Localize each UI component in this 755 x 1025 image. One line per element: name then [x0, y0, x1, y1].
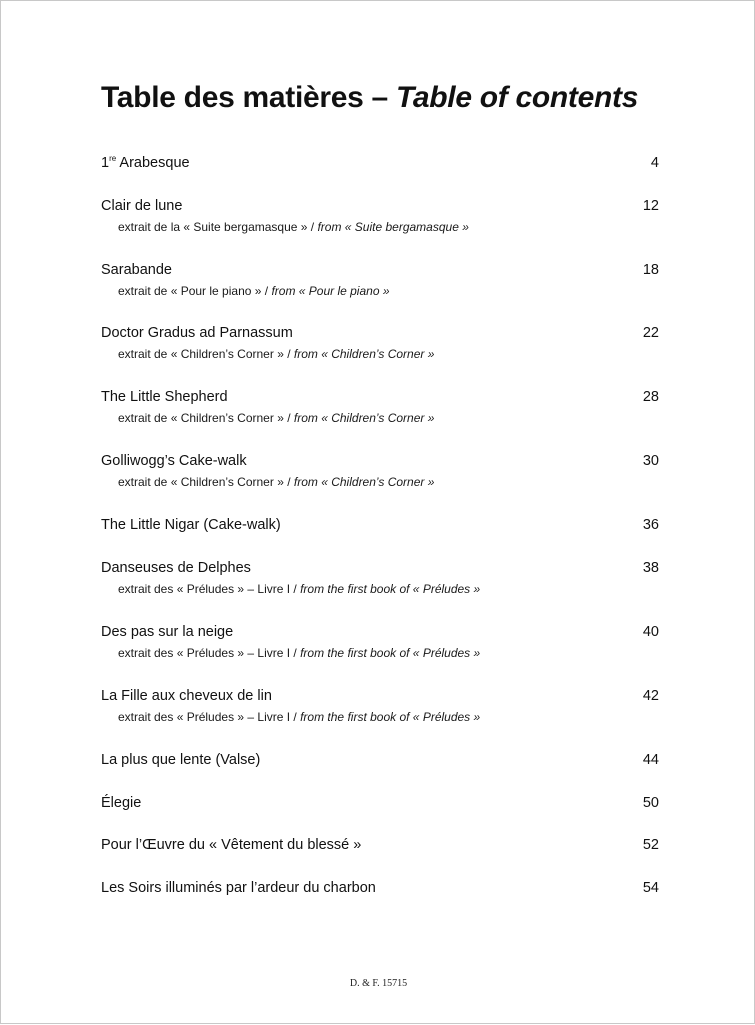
toc-page-number: 30	[642, 453, 659, 469]
toc-entry	[101, 835, 659, 855]
toc-entry-source: extrait des « Préludes » – Livre I / from the first book of « Préludes »	[118, 646, 481, 660]
toc-page-number: 40	[642, 624, 659, 640]
toc-entry-title: Les Soirs illuminés par l’ardeur du charbon	[101, 880, 376, 896]
toc-entry-title: Sarabande	[101, 262, 172, 278]
toc-entry	[101, 622, 659, 660]
toc-entry-source: extrait de « Children’s Corner » / from « Children’s Corner »	[118, 411, 435, 425]
toc-page-number: 36	[642, 517, 659, 533]
toc-entry	[101, 558, 659, 596]
toc-page-number: 18	[642, 262, 659, 278]
toc-entry-source: extrait de « Children’s Corner » / from « Children’s Corner »	[118, 475, 435, 489]
toc-entry-title: Élegie	[101, 795, 142, 811]
toc-page-number: 42	[642, 688, 659, 704]
toc-entry	[101, 153, 659, 173]
toc-page-number: 52	[642, 837, 659, 853]
toc-entry	[101, 686, 659, 724]
toc-page-number: 54	[642, 880, 659, 896]
toc-entry-title: Pour l’Œuvre du « Vêtement du blessé »	[101, 837, 362, 853]
toc-entry-title: 1re Arabesque	[101, 154, 190, 171]
toc-page-number: 12	[642, 198, 659, 214]
toc-entry-title: Doctor Gradus ad Parnassum	[101, 325, 293, 341]
toc-entry	[101, 878, 659, 898]
toc-page-number: 28	[642, 389, 659, 405]
plate-number: D. & F. 15715	[349, 978, 408, 989]
toc-entry-title: La Fille aux cheveux de lin	[101, 688, 272, 704]
toc-entry-title: The Little Nigar (Cake-walk)	[101, 517, 281, 533]
toc-entry	[101, 196, 659, 234]
toc-entry	[101, 260, 659, 298]
table-of-contents	[1, 1, 755, 1025]
toc-entry	[101, 515, 659, 535]
toc-entry	[101, 793, 659, 813]
toc-entry	[101, 451, 659, 489]
toc-entry-title: Golliwogg’s Cake-walk	[101, 453, 247, 469]
toc-page-number: 50	[642, 795, 659, 811]
toc-entry	[101, 323, 659, 361]
toc-entry	[101, 387, 659, 425]
toc-page-number: 22	[642, 325, 659, 341]
toc-entry-source: extrait de la « Suite bergamasque » / from « Suite bergamasque »	[118, 220, 469, 234]
toc-entry-title: The Little Shepherd	[101, 389, 228, 405]
toc-entry-source: extrait des « Préludes » – Livre I / from the first book of « Préludes »	[118, 710, 481, 724]
toc-page-number: 4	[650, 155, 659, 171]
toc-entry-source: extrait des « Préludes » – Livre I / from the first book of « Préludes »	[118, 582, 481, 596]
toc-entry	[101, 750, 659, 770]
title-french: Table des matières –	[101, 81, 396, 114]
toc-entry-title: Des pas sur la neige	[101, 624, 234, 640]
toc-entry-source: extrait de « Pour le piano » / from « Pour le piano »	[118, 284, 390, 298]
toc-entry-source: extrait de « Children’s Corner » / from « Children’s Corner »	[118, 347, 435, 361]
toc-entry-title: La plus que lente (Valse)	[101, 752, 261, 768]
toc-entry-title: Clair de lune	[101, 198, 183, 214]
toc-page-number: 44	[642, 752, 659, 768]
toc-page-number: 38	[642, 560, 659, 576]
title-english: Table of contents	[395, 81, 639, 114]
toc-entry-title: Danseuses de Delphes	[101, 560, 251, 576]
